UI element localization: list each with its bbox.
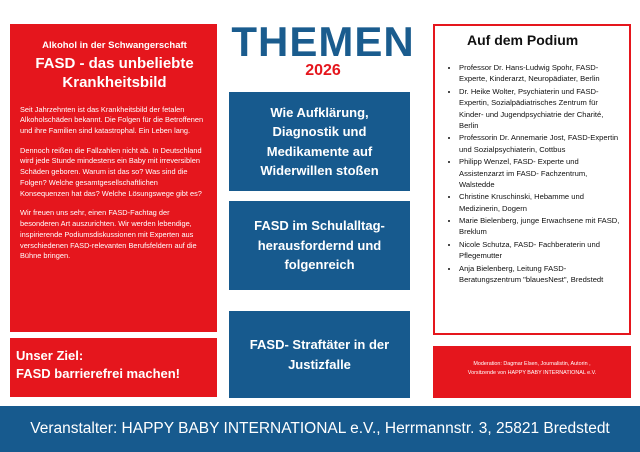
- topic-box-1: Wie Aufklärung, Diagnostik und Medikamente auf Widerwillen stoßen: [229, 92, 410, 191]
- topic-box-3: FASD- Straftäter in der Justizfalle: [229, 311, 410, 398]
- intro-panel: [10, 24, 217, 332]
- page-title: THEMEN: [231, 18, 415, 65]
- speaker-item: • Anja Bielenberg, Leitung FASD-Beratungszentrum "blauesNest", Bredstedt: [459, 263, 623, 286]
- speaker-item: • Professorin Dr. Annemarie Jost, FASD-Expertin und Sozialpsychiaterin, Cottbus: [459, 132, 623, 155]
- moderation-line1: Moderation: Dagmar Elsen, Journalistin, Autorin ,: [473, 361, 591, 367]
- moderation-box: [433, 346, 631, 398]
- intro-paragraph: Wir freuen uns sehr, einen FASD-Fachtag der besonderen Art auszurichten. Wir werden lebendige, inspirierende Podiumsdiskussionen mit Experten aus verschiedenen FASD-relevanten Berufsfeldern auf die Bühne bringen.: [20, 208, 197, 261]
- intro-title-line1: FASD - das unbeliebte: [35, 55, 194, 72]
- organizer-footer: [0, 406, 640, 452]
- goal-text: FASD barrierefrei machen!: [16, 365, 181, 381]
- speaker-item: • Nicole Schutza, FASD- Fachberaterin und Pflegemutter: [459, 239, 623, 262]
- topic-box-2: FASD im Schulalltag- herausfordernd und folgenreich: [229, 201, 410, 290]
- intro-paragraph: Seit Jahrzehnten ist das Krankheitsbild der fetalen Alkoholschäden bekannt. Die Folgen für die Betroffenen und ihre Familien sind katastrophal. Ein Leben lang.: [20, 104, 204, 135]
- year-label: 2026: [305, 62, 341, 79]
- moderation-line2: Vorsitzende von HAPPY BABY INTERNATIONAL e.V.: [467, 369, 597, 376]
- intro-title: [20, 55, 209, 93]
- goal-label: Unser Ziel:: [16, 348, 84, 363]
- speaker-item: • Marie Bielenberg, junge Erwachsene mit FASD, Breklum: [459, 215, 623, 238]
- intro-subtitle: Alkohol in der Schwangerschaft: [42, 40, 187, 51]
- speaker-item: • Christine Kruschinski, Hebamme und Medizinerin, Dogern: [459, 191, 623, 214]
- intro-title-line2: Krankheitsbild: [62, 73, 167, 91]
- speaker-list: [441, 62, 623, 285]
- organizer-text: Veranstalter: HAPPY BABY INTERNATIONAL e.V., Herrmannstr. 3, 25821 Bredstedt: [30, 420, 610, 437]
- intro-paragraph: Dennoch reißen die Fallzahlen nicht ab. In Deutschland wird jede Stunde mindestens ein Baby mit irreversiblen Schäden geboren. Warum ist das so? Was sind die Folgen? Welche gesamtgesellschaftlichen Konsequenzen hat das? Welche Lösungswege gibt es?: [20, 145, 202, 198]
- speaker-item: • Professor Dr. Hans-Ludwig Spohr, FASD-Experte, Kinderarzt, Neuropädiater, Berlin: [459, 62, 623, 85]
- goal-box: [10, 338, 217, 397]
- podium-panel: [433, 24, 631, 335]
- speaker-item: • Dr. Heike Wolter, Psychiaterin und FASD-Expertin, Sozialpädiatrisches Zentrum für Kinder- und Jugendpsychiatrie der Charité, Berlin: [459, 86, 623, 132]
- podium-heading: Auf dem Podium: [467, 32, 579, 48]
- speaker-item: • Philipp Wenzel, FASD- Experte und Assistenzarzt im FASD- Fachzentrum, Walstedde: [459, 156, 623, 190]
